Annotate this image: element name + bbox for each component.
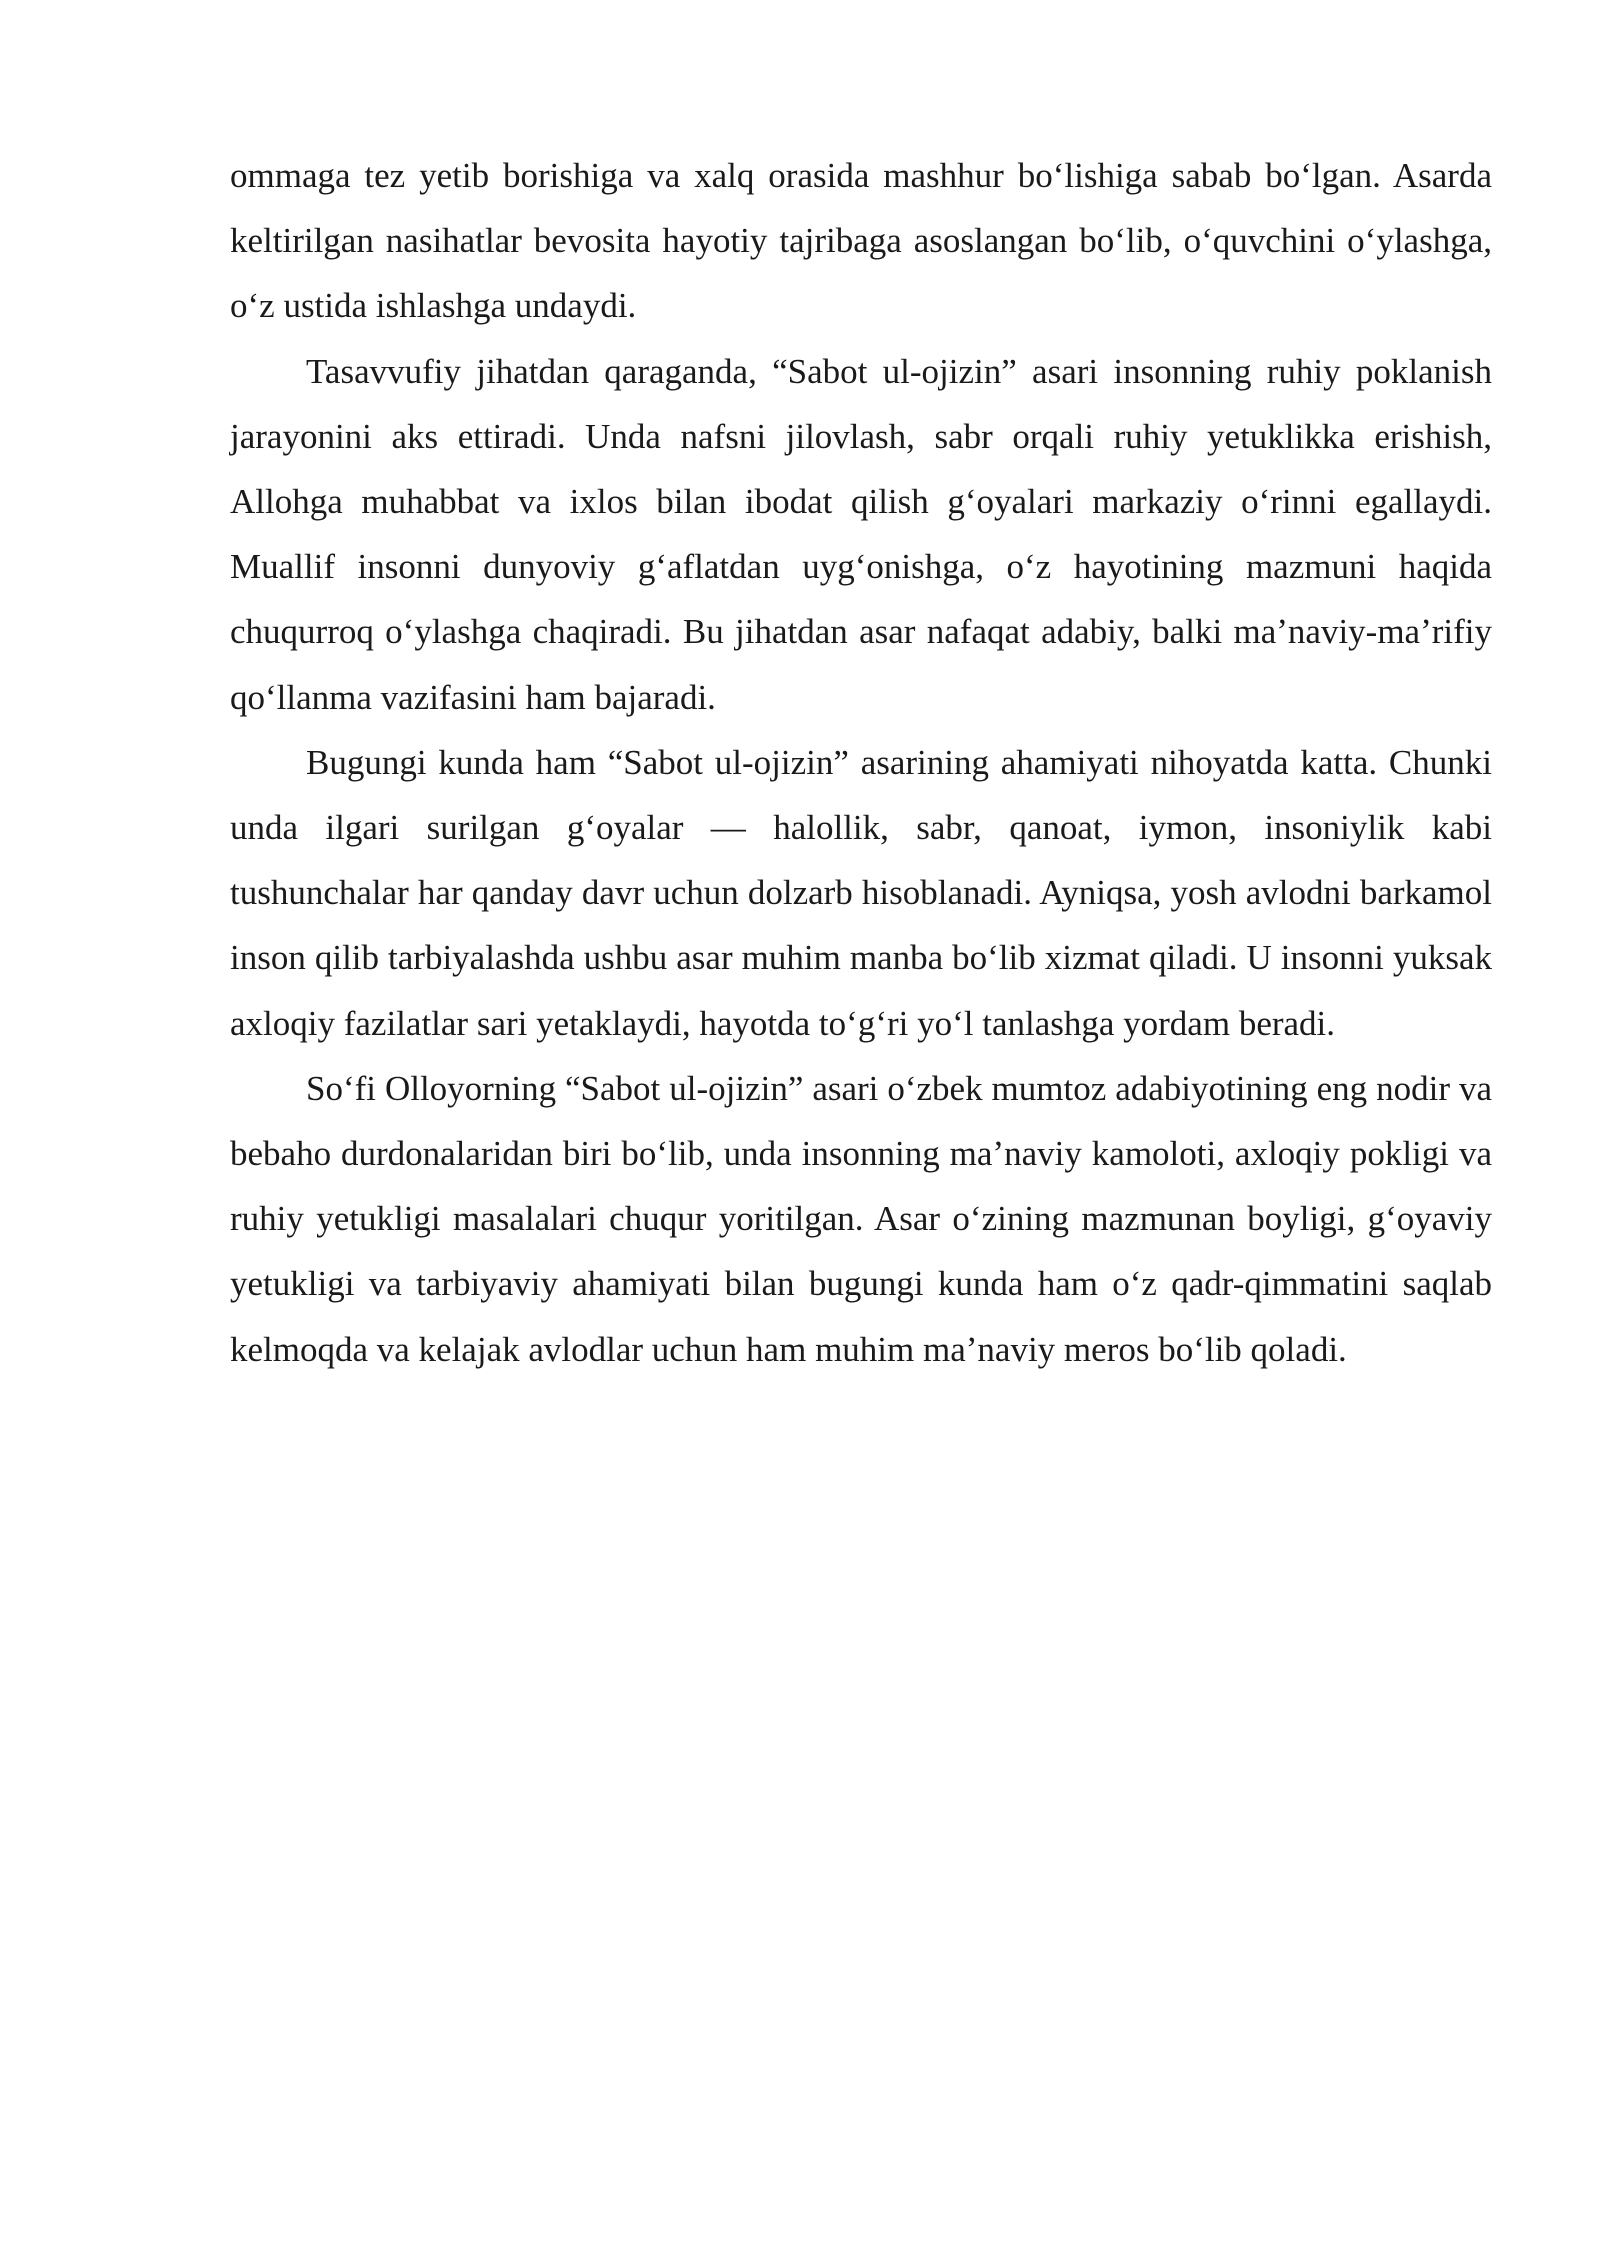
body-text bbox=[230, 143, 1492, 1382]
paragraph-modern-relevance: Bugungi kunda ham “Sabot ul-ojizin” asarining ahamiyati nihoyatda katta. Chunki unda ilgari surilgan gʻoyalar — halollik, sabr, qanoat, iymon, insoniylik kabi tushunchalar har qanday davr uchun dolzarb hisoblanadi. Ayniqsa, yosh avlodni barkamol inson qilib tarbiyalashda ushbu asar muhim manba boʻlib xizmat qiladi. U insonni yuksak axloqiy fazilatlar sari yetaklaydi, hayotda toʻgʻri yoʻl tanlashga yordam beradi. bbox=[230, 742, 1492, 1043]
paragraph-continuation: ommaga tez yetib borishiga va xalq orasida mashhur boʻlishiga sabab boʻlgan. Asarda keltirilgan nasihatlar bevosita hayotiy tajribaga asoslangan boʻlib, oʻquvchini oʻylashga, oʻz ustida ishlashga undaydi. bbox=[230, 156, 1492, 326]
paragraph-conclusion: Soʻfi Olloyorning “Sabot ul-ojizin” asari oʻzbek mumtoz adabiyotining eng nodir va bebaho durdonalaridan biri boʻlib, unda insonning maʼnaviy kamoloti, axloqiy pokligi va ruhiy yetukligi masalalari chuqur yoritilgan. Asar oʻzining mazmunan boyligi, gʻoyaviy yetukligi va tarbiyaviy ahamiyati bilan bugungi kunda ham oʻz qadr-qimmatini saqlab kelmoqda va kelajak avlodlar uchun ham muhim maʼnaviy meros boʻlib qoladi. bbox=[230, 1068, 1492, 1369]
paragraph-sufi-interpretation: Tasavvufiy jihatdan qaraganda, “Sabot ul-ojizin” asari insonning ruhiy poklanish jarayonini aks ettiradi. Unda nafsni jilovlash, sabr orqali ruhiy yetuklikka erishish, Allohga muhabbat va ixlos bilan ibodat qilish gʻoyalari markaziy oʻrinni egallaydi. Muallif insonni dunyoviy gʻaflatdan uygʻonishga, oʻz hayotining mazmuni haqida chuqurroq oʻylashga chaqiradi. Bu jihatdan asar nafaqat adabiy, balki maʼnaviy-maʼrifiy qoʻllanma vazifasini ham bajaradi. bbox=[230, 351, 1492, 717]
